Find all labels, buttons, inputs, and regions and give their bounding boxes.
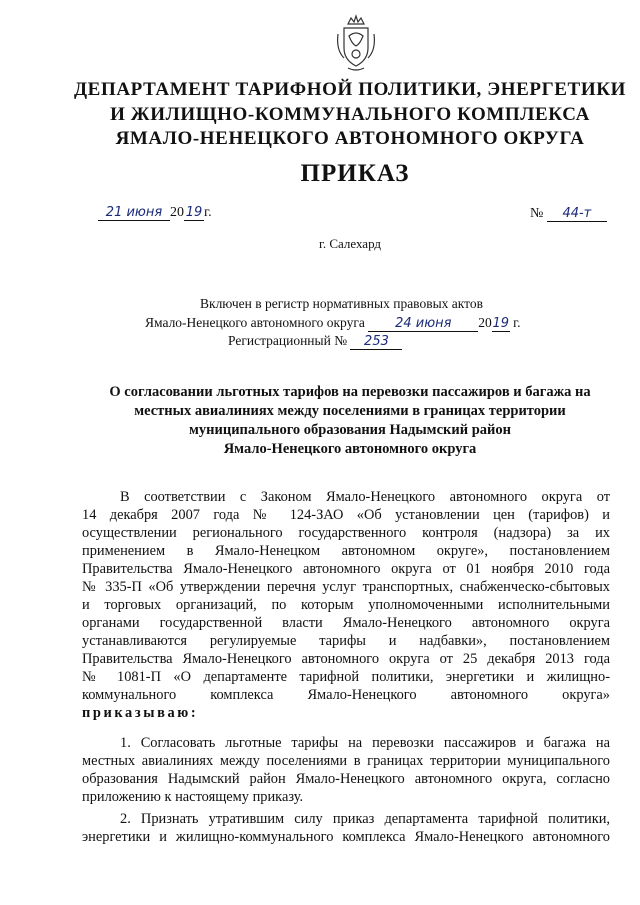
body-line: устанавливаются регулируемые тарифы и надбавки», постановлением (82, 633, 610, 649)
prikazyvayu-heading: приказываю: (82, 705, 199, 721)
point-line: 2. Признать утратившим силу приказ департамента тарифной политики, (120, 811, 610, 827)
order-year-prefix: 20 (170, 205, 184, 220)
point-line: образования Надымский район Ямало-Ненецкого автономного округа, согласно (82, 771, 610, 787)
order-number-handwritten: 44-т (547, 206, 607, 222)
body-line: и торговых организаций, по которым уполномоченными исполнительными (82, 597, 610, 613)
coat-of-arms-icon (334, 14, 378, 74)
registry-date-handwritten: 24 июня (368, 316, 478, 332)
body-line: осуществлении регионального государственного контроля (надзора) за их (82, 525, 610, 541)
department-name-line2: И ЖИЛИЩНО-КОММУНАЛЬНОГО КОМПЛЕКСА (110, 104, 590, 125)
registry-okrug-label: Ямало-Ненецкого автономного округа (145, 315, 365, 330)
body-line: органами государственной власти Ямало-Ненецкого автономного округа (82, 615, 610, 631)
registry-line2 (145, 315, 521, 332)
subject-line1: О согласовании льготных тарифов на перевозки пассажиров и багажа на (109, 384, 591, 400)
order-number-label: № (530, 206, 544, 221)
order-year-handwritten: 19 (185, 205, 203, 220)
registry-number-label: Регистрационный № (228, 333, 348, 348)
registry-number-handwritten: 253 (350, 334, 402, 350)
department-name-line3: ЯМАЛО-НЕНЕЦКОГО АВТОНОМНОГО ОКРУГА (115, 128, 585, 149)
body-line: 14 декабря 2007 года № 124-ЗАО «Об установлении цен (тарифов) и (82, 507, 610, 523)
department-name-line1: ДЕПАРТАМЕНТ ТАРИФНОЙ ПОЛИТИКИ, ЭНЕРГЕТИКИ (74, 79, 626, 100)
body-line: № 1081-П «О департаменте тарифной политики, энергетики и жилищно- (82, 669, 610, 685)
subject-line4: Ямало-Ненецкого автономного округа (223, 441, 477, 457)
subject-line3: муниципального образования Надымский район (189, 422, 511, 438)
body-line: применением в Ямало-Ненецком автономном округе», постановлением (82, 543, 610, 559)
order-date-handwritten: 21 июня (98, 205, 170, 221)
body-line: Правительства Ямало-Ненецкого автономного округа от 25 декабря 2013 года (82, 651, 610, 667)
body-line: коммунального комплекса Ямало-Ненецкого автономного округа» (82, 687, 610, 703)
registry-year-suffix: г. (513, 315, 521, 330)
order-number (530, 206, 607, 222)
document-title: ПРИКАЗ (300, 160, 410, 187)
registry-year-handwritten: 19 (492, 316, 510, 331)
body-line: № 335-П «Об утверждении перечня услуг транспортных, снабженческо-сбытовых (82, 579, 610, 595)
subject-line2: местных авиалиниях между поселениями в границах территории (134, 403, 566, 419)
point-line: приложению к настоящему приказу. (82, 789, 304, 805)
point-line: 1. Согласовать льготные тарифы на перевозки пассажиров и багажа на (120, 735, 610, 751)
point-line: местных авиалиниях между поселениями в границах территории муниципального (82, 753, 610, 769)
body-line: Правительства Ямало-Ненецкого автономного округа от 01 ноября 2010 года (82, 561, 610, 577)
registry-line3 (228, 333, 402, 350)
order-city: г. Салехард (318, 236, 382, 251)
point-line: энергетики и жилищно-коммунального комплекса Ямало-Ненецкого автономного (82, 829, 610, 845)
order-year-suffix: г. (204, 205, 212, 220)
order-date (98, 205, 212, 221)
registry-year-prefix: 20 (478, 315, 492, 330)
body-line: В соответствии с Законом Ямало-Ненецкого автономного округа от (120, 489, 610, 505)
registry-line1: Включен в регистр нормативных правовых актов (200, 296, 484, 311)
